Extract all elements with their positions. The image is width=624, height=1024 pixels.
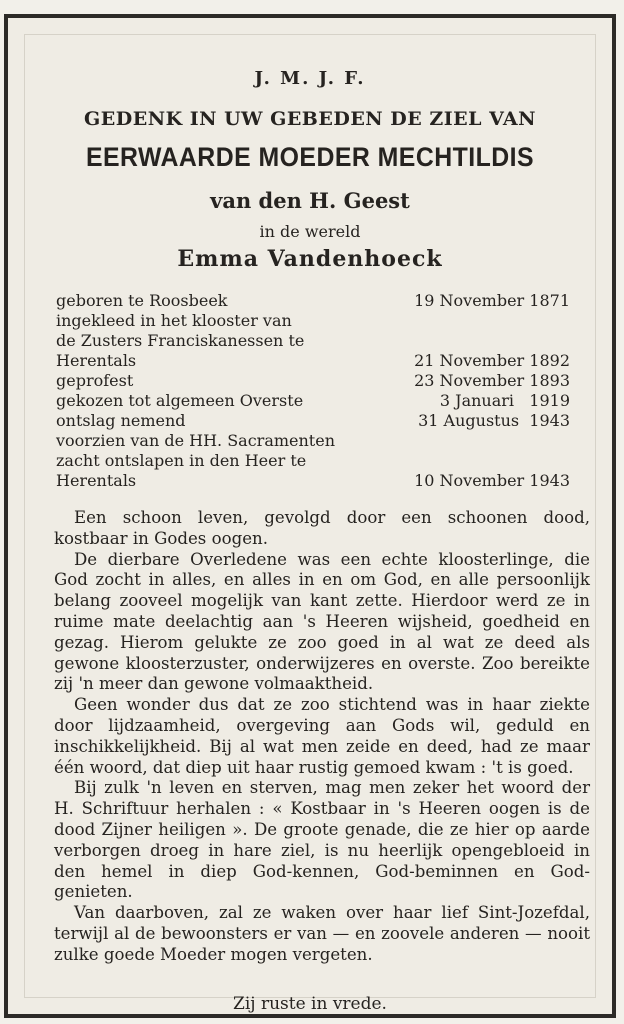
fact-date: 31 Augustus 1943: [418, 411, 570, 430]
remember-heading: GEDENK IN UW GEBEDEN DE ZIEL VAN: [84, 108, 536, 130]
fact-row: [56, 391, 570, 411]
fact-label: geboren te Roosbeek: [56, 291, 228, 310]
fact-label: geprofest: [56, 371, 134, 390]
birth-name: Emma Vandenhoeck: [177, 246, 443, 272]
fact-row: [56, 431, 570, 451]
fact-row: [56, 331, 570, 351]
fact-row: [56, 311, 570, 331]
closing-line: Zij ruste in vrede.: [233, 994, 387, 1014]
fact-label: voorzien van de HH. Sacramenten: [56, 431, 335, 450]
fact-date: 21 November 1892: [414, 351, 570, 370]
fact-row: [56, 411, 570, 431]
fact-row: [56, 371, 570, 391]
fact-label: gekozen tot algemeen Overste: [56, 391, 304, 410]
fact-label: ingekleed in het klooster van: [56, 311, 292, 330]
fact-row: [56, 351, 570, 371]
fact-label: zacht ontslapen in den Heer te: [56, 451, 307, 470]
fact-row: [56, 451, 570, 471]
deceased-name: EERWAARDE MOEDER MECHTILDIS: [85, 142, 535, 172]
fact-label: Herentals: [56, 351, 137, 370]
eulogy-paragraph: Bij zulk 'n leven en sterven, mag men zeker het woord der H. Schriftuur herhalen : « Kostbaar in 's Heeren oogen is de dood Zijner heiligen ». De groote genade, die ze hier op aarde verborgen droeg in hare ziel, is nu heerlijk opengebloeid in den hemel in diep God-kennen, God-beminnen en God-genieten.: [54, 778, 590, 902]
fact-label: Herentals: [56, 471, 137, 490]
fact-date: 19 November 1871: [414, 291, 570, 310]
eulogy-paragraph: Geen wonder dus dat ze zoo stichtend was in haar ziekte door lijdzaamheid, overgeving aan Gods wil, geduld en inschikkelijkheid. Bij al wat men zeide en deed, had ze maar één woord, dat diep uit haar rustig gemoed kwam : 't is goed.: [54, 695, 590, 777]
eulogy-text: [54, 508, 590, 966]
eulogy-paragraph: Een schoon leven, gevolgd door een schoonen dood, kostbaar in Godes oogen.: [54, 508, 590, 548]
life-facts-list: [56, 291, 570, 491]
fact-date: 23 November 1893: [414, 371, 570, 390]
in-world-label: in de wereld: [259, 222, 361, 241]
fact-label: ontslag nemend: [56, 411, 186, 430]
fact-row: [56, 291, 570, 311]
eulogy-paragraph: Van daarboven, zal ze waken over haar lief Sint-Jozefdal, terwijl al de bewoonsters er van — en zoovele anderen — nooit zulke goede Moeder mogen vergeten.: [54, 903, 590, 964]
fact-row: [56, 471, 570, 491]
religious-name: van den H. Geest: [210, 188, 410, 213]
memorial-card: [4, 14, 616, 1018]
fact-label: de Zusters Franciskanessen te: [56, 331, 305, 350]
eulogy-paragraph: De dierbare Overledene was een echte kloosterlinge, die God zocht in alles, en alles in en om God, en alle persoonlijk belang zooveel mogelijk van kant zette. Hierdoor werd ze in ruime mate deelachtig aan 's Heeren wijsheid, goedheid en gezag. Hierom gelukte ze zoo goed in al wat ze deed als gewone kloosterzuster, onderwijzeres en overste. Zoo bereikte zij 'n meer dan gewone volmaaktheid.: [54, 549, 590, 694]
initials-heading: J. M. J. F.: [254, 68, 366, 89]
fact-date: 10 November 1943: [414, 471, 570, 490]
fact-date: 3 Januari 1919: [439, 391, 570, 410]
